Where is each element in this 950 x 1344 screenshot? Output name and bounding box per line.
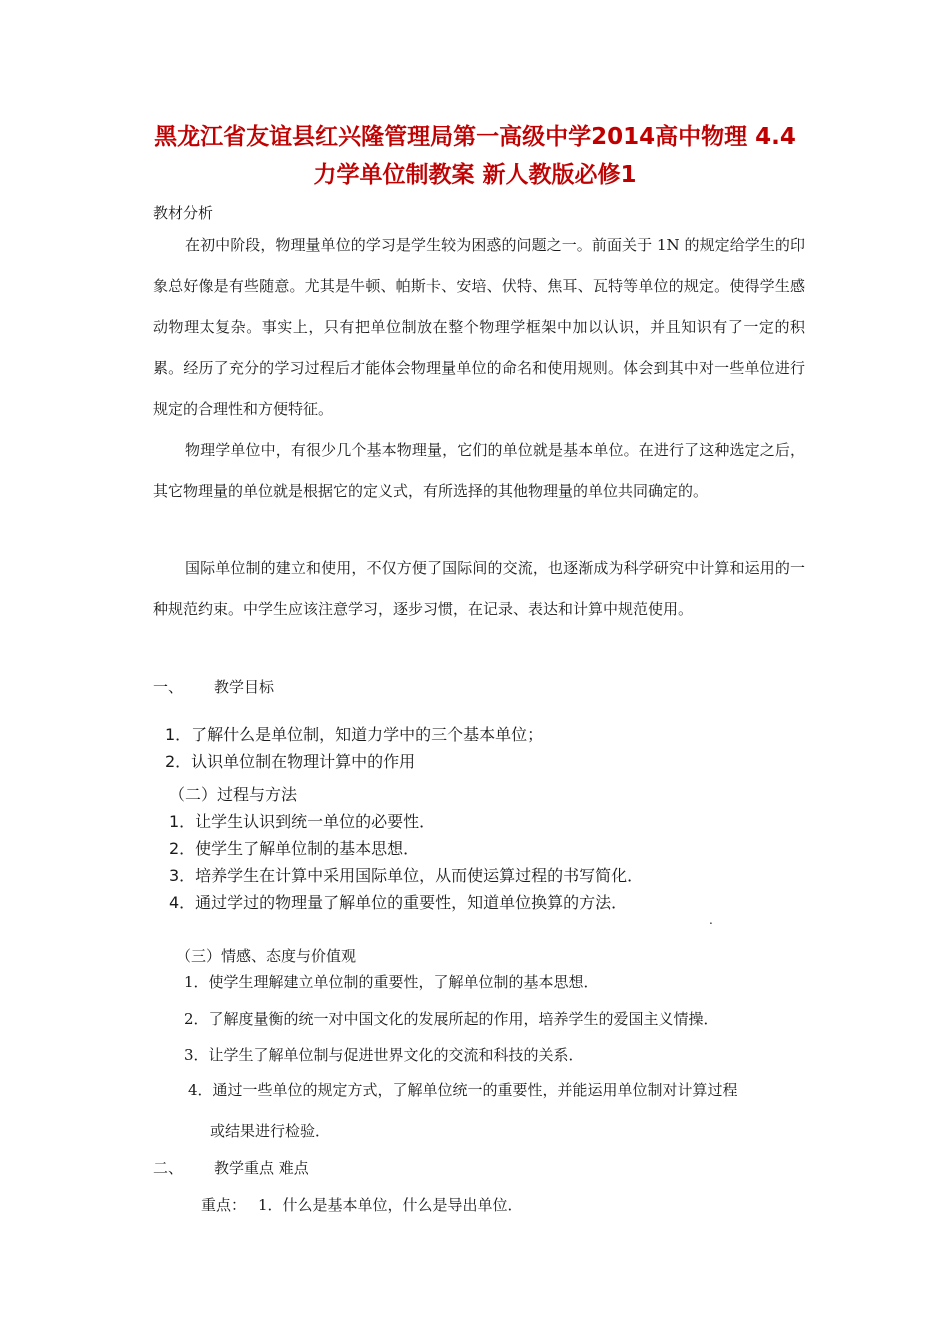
paragraph-1: 在初中阶段，物理量单位的学习是学生较为困惑的问题之一。前面关于 1N 的规定给学生的印象总好像是有些随意。尤其是牛顿、帕斯卡、安培、伏特、焦耳、瓦特等单位的规定。使得学生感动物理太复杂。事实上，只有把单位制放在整个物理学框架中加以认识，并且知识有了一定的积累。经历了充分的学习过程后才能体会物理量单位的命名和使用规则。体会到其中对一些单位进行规定的合理性和方便特征。 xyxy=(153,236,805,418)
document-title: 黑龙江省友谊县红兴隆管理局第一高级中学2014高中物理 4.4 力学单位制教案 新人教版必修1 xyxy=(154,124,796,188)
paragraph-2: 物理学单位中，有很少几个基本物理量，它们的单位就是基本单位。在进行了这种选定之后，其它物理量的单位就是根据它的定义式，有所选择的其他物理量的单位共同确定的。 xyxy=(153,441,805,500)
process-item-1: 1．让学生认识到统一单位的必要性． xyxy=(169,812,436,831)
process-item-3: 3．培养学生在计算中采用国际单位，从而使运算过程的书写简化． xyxy=(169,866,644,885)
emotion-heading: （三）情感、态度与价值观 xyxy=(176,947,357,965)
process-item-2: 2．使学生了解单位制的基本思想． xyxy=(169,839,420,858)
emotion-item-4: 4．通过一些单位的规定方式，了解单位统一的重要性，并能运用单位制对计算过程 xyxy=(188,1081,738,1099)
knowledge-item-1: 1．了解什么是单位制，知道力学中的三个基本单位； xyxy=(165,725,544,744)
process-item-4: 4．通过学过的物理量了解单位的重要性，知道单位换算的方法． xyxy=(169,893,628,912)
section-heading-goals: 教学目标 xyxy=(214,678,275,696)
stray-dot: . xyxy=(709,913,713,927)
key-point-label: 重点： xyxy=(201,1196,247,1214)
emotion-item-1: 1．使学生理解建立单位制的重要性，了解单位制的基本思想． xyxy=(184,973,599,991)
knowledge-item-2: 2．认识单位制在物理计算中的作用 xyxy=(165,752,416,771)
section-heading-analysis: 教材分析 xyxy=(153,204,214,222)
section-heading-keypoints: 教学重点 难点 xyxy=(214,1159,309,1177)
emotion-item-3: 3．让学生了解单位制与促进世界文化的交流和科技的关系． xyxy=(184,1046,584,1064)
emotion-item-4-continuation: 或结果进行检验． xyxy=(210,1122,331,1140)
section-number-2: 二、 xyxy=(153,1159,184,1177)
key-point-text: 1．什么是基本单位，什么是导出单位． xyxy=(258,1196,523,1214)
process-heading: （二）过程与方法 xyxy=(169,785,298,804)
section-number-1: 一、 xyxy=(153,678,184,696)
emotion-item-2: 2．了解度量衡的统一对中国文化的发展所起的作用，培养学生的爱国主义情操． xyxy=(184,1010,719,1028)
paragraph-3: 国际单位制的建立和使用，不仅方便了国际间的交流，也逐渐成为科学研究中计算和运用的一种规范约束。中学生应该注意学习，逐步习惯，在记录、表达和计算中规范使用。 xyxy=(153,559,805,618)
